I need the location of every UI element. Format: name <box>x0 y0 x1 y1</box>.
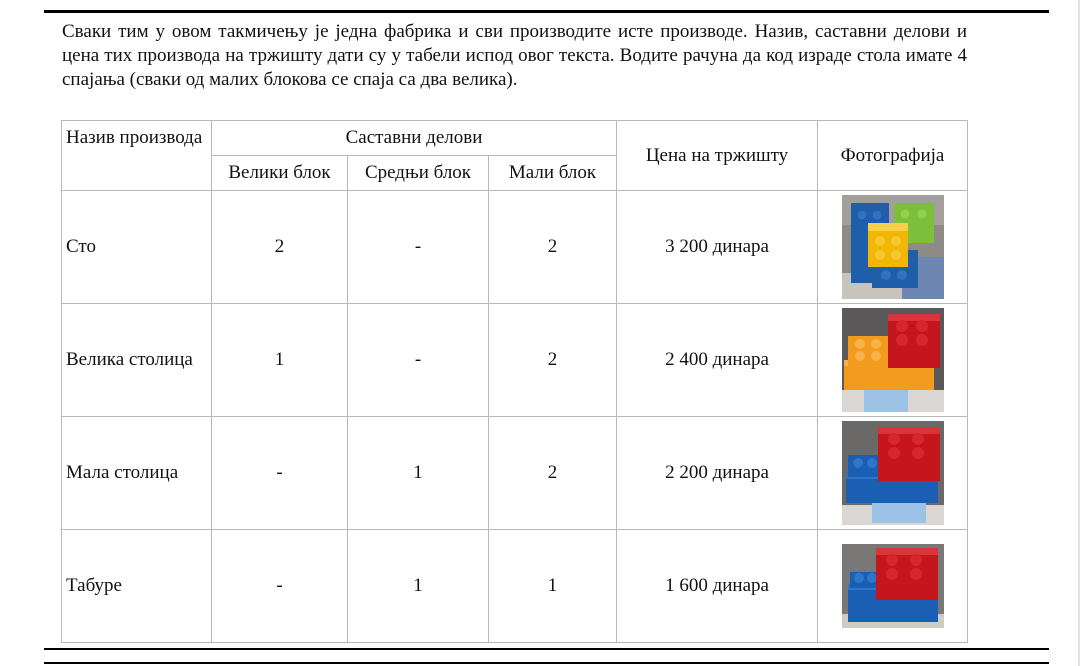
table-row <box>62 191 968 304</box>
product-name: Велика столица <box>62 304 212 417</box>
header-medium-block: Средњи блок <box>348 156 489 191</box>
table-row <box>62 417 968 530</box>
market-price: 2 400 динара <box>617 304 818 417</box>
lego-large-chair-photo <box>842 308 944 412</box>
table-row <box>62 530 968 643</box>
large-block-count: - <box>212 417 348 530</box>
table-header-row <box>62 121 968 156</box>
small-block-count: 1 <box>489 530 617 643</box>
bottom-rule <box>44 648 1049 650</box>
products-table <box>61 120 968 643</box>
small-block-count: 2 <box>489 417 617 530</box>
lego-table-photo <box>842 195 944 299</box>
photo-cell <box>818 304 968 417</box>
large-block-count: - <box>212 530 348 643</box>
market-price: 2 200 динара <box>617 417 818 530</box>
header-photo: Фотографија <box>818 121 968 191</box>
small-block-count: 2 <box>489 304 617 417</box>
medium-block-count: - <box>348 191 489 304</box>
lego-small-chair-photo <box>842 421 944 525</box>
photo-cell <box>818 191 968 304</box>
market-price: 1 600 динара <box>617 530 818 643</box>
large-block-count: 2 <box>212 191 348 304</box>
table-row <box>62 304 968 417</box>
market-price: 3 200 динара <box>617 191 818 304</box>
product-name: Мала столица <box>62 417 212 530</box>
header-small-block: Мали блок <box>489 156 617 191</box>
photo-cell <box>818 417 968 530</box>
top-rule <box>44 10 1049 13</box>
header-product-name: Назив производа <box>62 121 212 191</box>
photo-cell <box>818 530 968 643</box>
product-name: Сто <box>62 191 212 304</box>
small-block-count: 2 <box>489 191 617 304</box>
product-name: Табуре <box>62 530 212 643</box>
intro-text: Сваки тим у овом такмичењу је једна фабрика и сви производите исте производе. Назив, саставни делови и цена тих производа на тржишту дати су у табели испод овог текста. Водите рачуна да код израде стола имате 4 спајања (сваки од малих блокова се спаја са два велика). <box>62 21 967 90</box>
header-components: Саставни делови <box>212 121 617 156</box>
header-price: Цена на тржишту <box>617 121 818 191</box>
bottom-rule <box>44 662 1049 664</box>
medium-block-count: 1 <box>348 530 489 643</box>
lego-stool-photo <box>842 544 944 628</box>
medium-block-count: 1 <box>348 417 489 530</box>
header-large-block: Велики блок <box>212 156 348 191</box>
medium-block-count: - <box>348 304 489 417</box>
intro-paragraph <box>62 20 967 92</box>
large-block-count: 1 <box>212 304 348 417</box>
